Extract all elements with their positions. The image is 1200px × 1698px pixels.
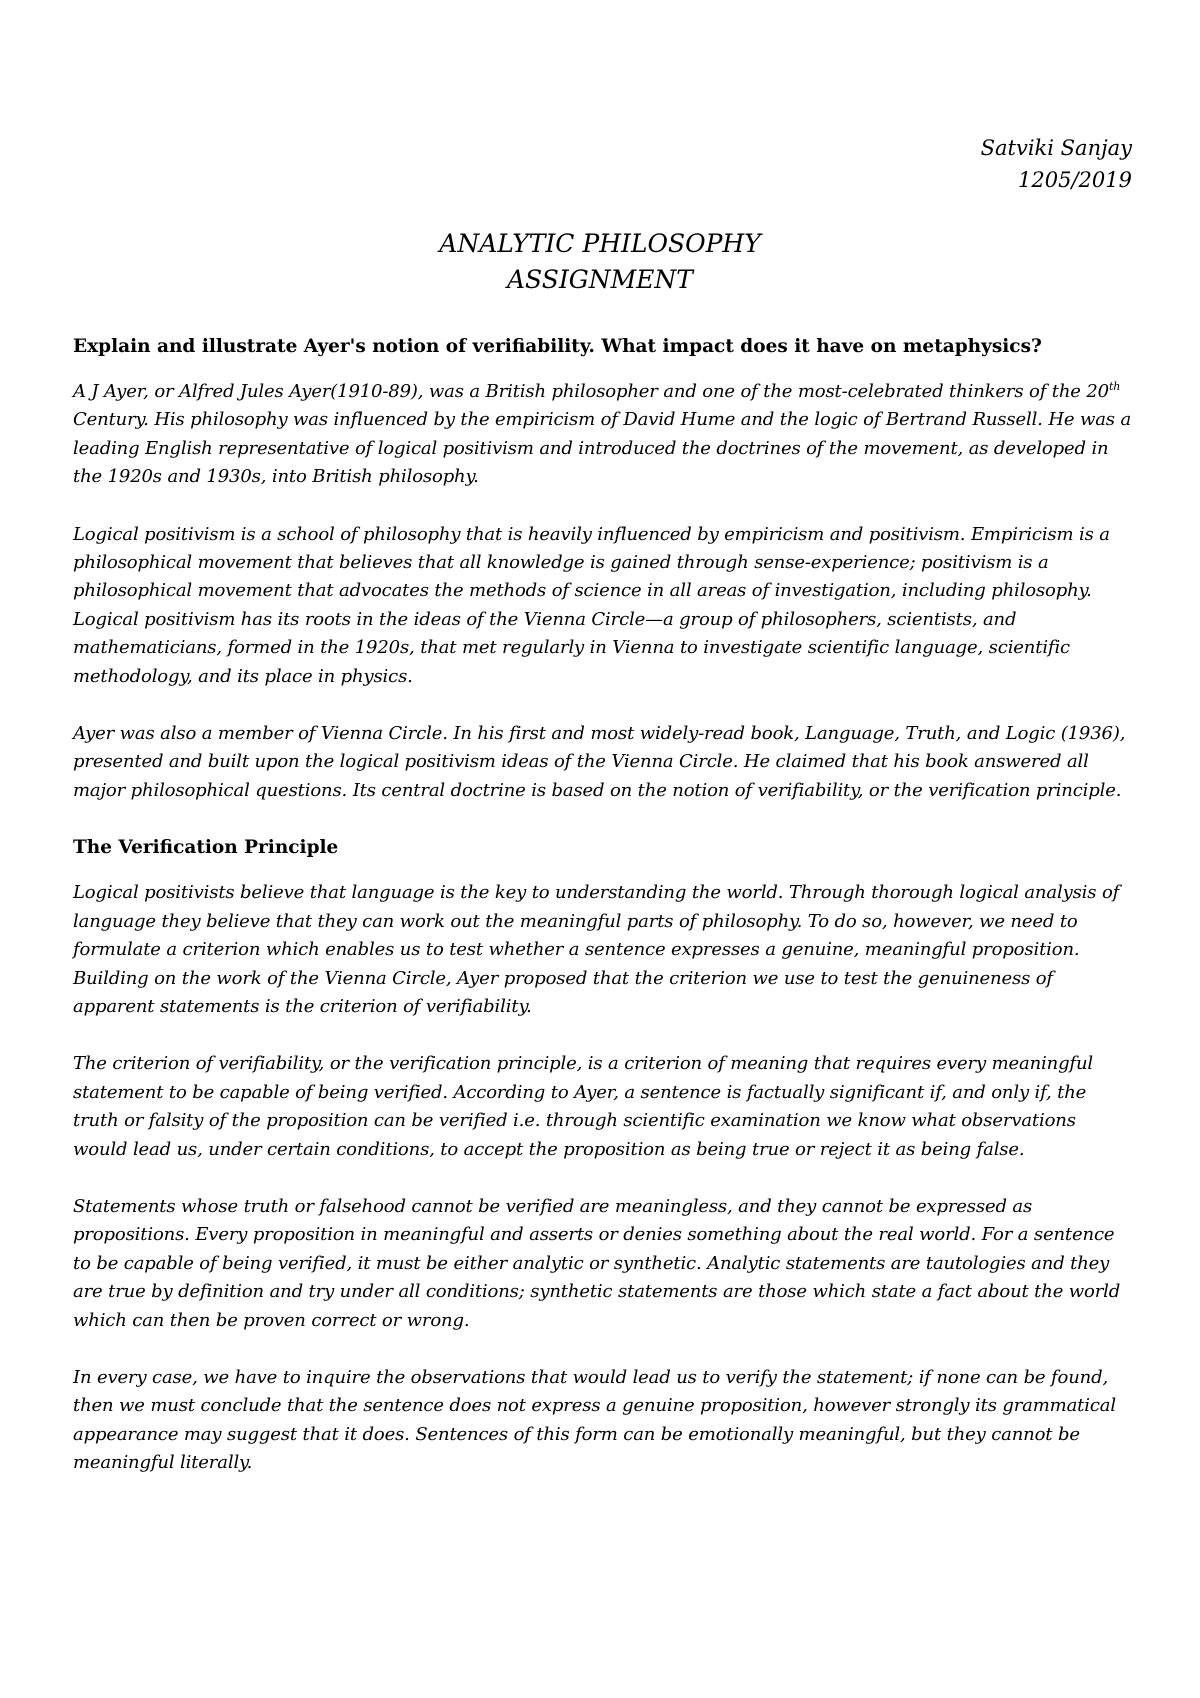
author-block [981, 132, 1132, 196]
assignment-question: Explain and illustrate Ayer's notion of verifiability. What impact does it have on metaphysics? [73, 336, 1042, 357]
title-line-1: ANALYTIC PHILOSOPHY [439, 229, 761, 258]
author-roll-number: 1205/2019 [1018, 168, 1132, 192]
paragraph-6: Statements whose truth or falsehood cannot be verified are meaningless, and they cannot be expressed as propositions. Every proposition in meaningful and asserts or denies something about the real world. For a sentence to be capable of being verified, it must be either analytic or synthetic. Analytic statements are tautologies and they are true by definition and try under all conditions; synthetic statements are those which state a fact about the world which can then be proven correct or wrong. [73, 1195, 1121, 1331]
document-title [0, 226, 1200, 298]
document-body [73, 333, 1133, 1507]
section-heading: The Verification Principle [73, 837, 339, 859]
paragraph-3: Ayer was also a member of Vienna Circle. In his first and most widely-read book, Language, Truth, and Logic (1936), presented and built upon the logical positivism ideas of the Vienna Circle. He claimed that his book answered all major philosophical questions. Its central doctrine is based on the notion of verifiability, or the verification principle. [73, 723, 1126, 801]
paragraph-2: Logical positivism is a school of philosophy that is heavily influenced by empiricism and positivism. Empiricism is a philosophical movement that believes that all knowledge is gained through sense-experience; positivism is a philosophical movement that advocates the methods of science in all areas of investigation, including philosophy. Logical positivism has its roots in the ideas of the Vienna Circle—a group of philosophers, scientists, and mathematicians, formed in the 1920s, that met regularly in Vienna to investigate scientific language, scientific methodology, and its place in physics. [73, 523, 1110, 687]
author-name: Satviki Sanjay [980, 136, 1132, 160]
paragraph-4: Logical positivists believe that language is the key to understanding the world. Through thorough logical analysis of language they believe that they can work out the meaningful parts of philosophy. To do so, however, we need to formulate a criterion which enables us to test whether a sentence expresses a genuine, meaningful proposition. Building on the work of the Vienna Circle, Ayer proposed that the criterion we use to test the genuineness of apparent statements is the criterion of verifiability. [73, 882, 1120, 1017]
ordinal-superscript: th [1108, 380, 1121, 393]
paragraph-5: The criterion of verifiability, or the verification principle, is a criterion of meaning that requires every meaningful statement to be capable of being verified. According to Ayer, a sentence is factually significant if, and only if, the truth or falsity of the proposition can be verified i.e. through scientific examination we know what observations would lead us, under certain conditions, to accept the proposition as being true or reject it as being false. [73, 1053, 1093, 1160]
paragraph-1-part-b: Century. His philosophy was influenced by the empiricism of David Hume and the logic of Bertrand Russell. He was a leading English representative of logical positivism and introduced the doctrines of the movement, as developed in the 1920s and 1930s, into British philosophy. [73, 409, 1132, 488]
paragraph-1 [73, 378, 1133, 492]
title-line-2: ASSIGNMENT [507, 265, 693, 294]
paragraph-1-part-a: A J Ayer, or Alfred Jules Ayer(1910-89), was a British philosopher and one of the most-celebrated thinkers of the 20 [73, 381, 1109, 402]
paragraph-7: In every case, we have to inquire the observations that would lead us to verify the statement; if none can be found, then we must conclude that the sentence does not express a genuine proposition, however strongly its grammatical appearance may suggest that it does. Sentences of this form can be emotionally meaningful, but they cannot be meaningful literally. [73, 1366, 1116, 1474]
